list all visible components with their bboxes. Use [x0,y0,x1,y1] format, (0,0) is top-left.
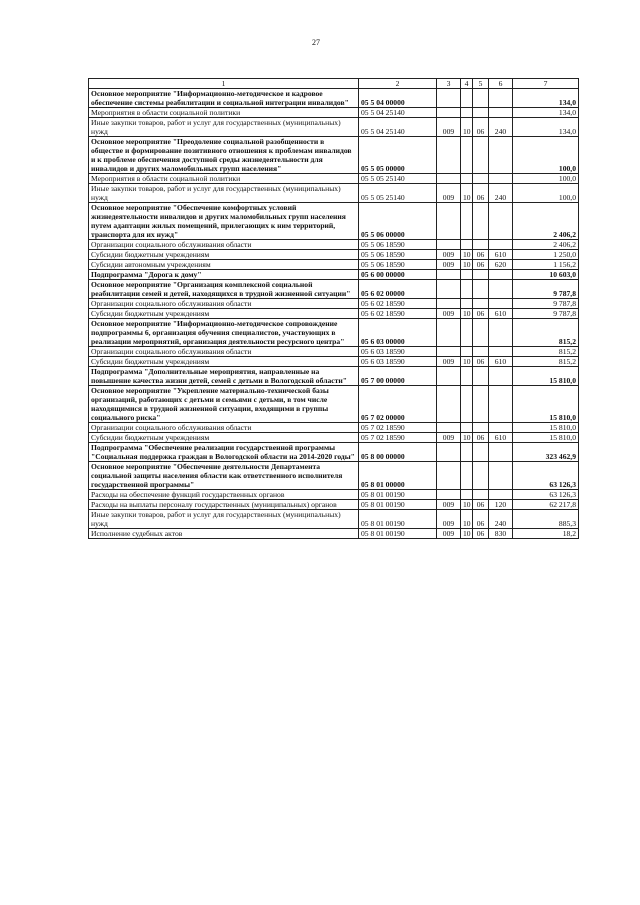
table-body [89,79,579,539]
amount-cell: 1 156,2 [513,260,579,270]
amount-cell: 1 250,0 [513,250,579,260]
table-row [89,510,579,529]
col3-cell: 009 [437,357,461,367]
col3-cell [437,270,461,280]
amount-cell: 2 406,2 [513,203,579,240]
col5-cell [473,367,489,386]
col4-cell [461,299,473,309]
col6-cell: 240 [489,184,513,203]
amount-cell: 63 126,3 [513,462,579,490]
col5-cell: 06 [473,357,489,367]
header-col-6: 6 [489,79,513,89]
col5-cell [473,490,489,500]
col6-cell [489,423,513,433]
col6-cell [489,174,513,184]
col4-cell [461,280,473,299]
col3-cell [437,462,461,490]
name-cell: Исполнение судебных актов [89,529,359,539]
col5-cell: 06 [473,260,489,270]
name-cell: Подпрограмма "Дорога к дому" [89,270,359,280]
col6-cell [489,462,513,490]
col6-cell: 610 [489,433,513,443]
col5-cell [473,386,489,423]
code-cell: 05 5 06 18590 [359,260,437,270]
table-row [89,319,579,347]
name-cell: Организации социального обслуживания области [89,423,359,433]
amount-cell: 10 603,0 [513,270,579,280]
col5-cell: 06 [473,433,489,443]
col5-cell [473,299,489,309]
header-col-3: 3 [437,79,461,89]
col6-cell: 240 [489,510,513,529]
name-cell: Субсидии бюджетным учреждениям [89,433,359,443]
name-cell: Основное мероприятие "Информационно-методическое и кадровое обеспечение системы реабилитации и социальной интеграции инвалидов" [89,89,359,108]
col4-cell [461,462,473,490]
amount-cell: 15 810,0 [513,367,579,386]
code-cell: 05 5 05 00000 [359,137,437,174]
col5-cell [473,108,489,118]
name-cell: Субсидии автономным учреждениям [89,260,359,270]
col4-cell [461,490,473,500]
table-row [89,108,579,118]
col4-cell: 10 [461,184,473,203]
code-cell: 05 5 04 25140 [359,108,437,118]
col5-cell: 06 [473,309,489,319]
table-row [89,529,579,539]
code-cell: 05 5 04 25140 [359,118,437,137]
col6-cell [489,443,513,462]
amount-cell: 100,0 [513,184,579,203]
name-cell: Организации социального обслуживания области [89,299,359,309]
code-cell: 05 5 06 18590 [359,250,437,260]
code-cell: 05 8 01 00190 [359,500,437,510]
col3-cell [437,490,461,500]
col6-cell [489,490,513,500]
col4-cell: 10 [461,357,473,367]
col6-cell [489,108,513,118]
amount-cell: 815,2 [513,357,579,367]
col5-cell [473,347,489,357]
col3-cell [437,443,461,462]
col3-cell: 009 [437,250,461,260]
code-cell: 05 6 03 18590 [359,357,437,367]
table-row [89,309,579,319]
code-cell: 05 6 02 18590 [359,299,437,309]
name-cell: Основное мероприятие "Обеспечение деятельности Департамента социальной защиты населения области как ответственного исполнителя государственной программы" [89,462,359,490]
code-cell: 05 7 02 18590 [359,433,437,443]
name-cell: Организации социального обслуживания области [89,240,359,250]
col5-cell [473,270,489,280]
table-row [89,270,579,280]
table-row [89,490,579,500]
col3-cell [437,367,461,386]
amount-cell: 15 810,0 [513,433,579,443]
name-cell: Иные закупки товаров, работ и услуг для государственных (муниципальных) нужд [89,184,359,203]
code-cell: 05 6 00 00000 [359,270,437,280]
col4-cell [461,443,473,462]
budget-table [88,78,579,539]
col3-cell: 009 [437,260,461,270]
code-cell: 05 8 01 00000 [359,462,437,490]
col6-cell [489,280,513,299]
table-row [89,118,579,137]
amount-cell: 134,0 [513,118,579,137]
table-row [89,367,579,386]
col5-cell [473,137,489,174]
table-row [89,357,579,367]
col5-cell: 06 [473,250,489,260]
name-cell: Субсидии бюджетным учреждениям [89,309,359,319]
code-cell: 05 6 03 00000 [359,319,437,347]
code-cell: 05 8 01 00190 [359,529,437,539]
amount-cell: 815,2 [513,347,579,357]
table-row [89,260,579,270]
col6-cell [489,270,513,280]
name-cell: Иные закупки товаров, работ и услуг для государственных (муниципальных) нужд [89,118,359,137]
amount-cell: 63 126,3 [513,490,579,500]
table-row [89,250,579,260]
col4-cell [461,367,473,386]
name-cell: Иные закупки товаров, работ и услуг для государственных (муниципальных) нужд [89,510,359,529]
col4-cell [461,203,473,240]
col4-cell: 10 [461,260,473,270]
col5-cell: 06 [473,510,489,529]
col4-cell: 10 [461,510,473,529]
col3-cell: 009 [437,510,461,529]
name-cell: Основное мероприятие "Укрепление материально-технической базы организаций, работающих с детьми и семьями с детьми, в том числе находящимися в трудной жизненной ситуации, входящими в группы социального риска" [89,386,359,423]
table-row [89,433,579,443]
col5-cell [473,240,489,250]
amount-cell: 9 787,8 [513,280,579,299]
page-number: 27 [312,38,320,47]
col5-cell [473,280,489,299]
code-cell: 05 6 02 18590 [359,309,437,319]
col5-cell [473,423,489,433]
code-cell: 05 5 05 25140 [359,174,437,184]
table-row [89,203,579,240]
amount-cell: 885,3 [513,510,579,529]
col6-cell: 120 [489,500,513,510]
amount-cell: 15 810,0 [513,386,579,423]
col4-cell: 10 [461,433,473,443]
code-cell: 05 5 04 00000 [359,89,437,108]
amount-cell: 100,0 [513,137,579,174]
col3-cell: 009 [437,309,461,319]
col5-cell: 06 [473,118,489,137]
col3-cell [437,299,461,309]
col4-cell [461,174,473,184]
table-header-row [89,79,579,89]
col6-cell: 240 [489,118,513,137]
code-cell: 05 5 05 25140 [359,184,437,203]
table-row [89,89,579,108]
col5-cell [473,89,489,108]
name-cell: Подпрограмма "Дополнительные мероприятия, направленные на повышение качества жизни детей, семей с детьми в Вологодской области" [89,367,359,386]
col6-cell [489,299,513,309]
code-cell: 05 8 01 00190 [359,490,437,500]
table-row [89,299,579,309]
header-col-1: 1 [89,79,359,89]
name-cell: Мероприятия в области социальной политики [89,174,359,184]
header-col-7: 7 [513,79,579,89]
table-row [89,443,579,462]
code-cell: 05 5 06 18590 [359,240,437,250]
col4-cell: 10 [461,309,473,319]
col4-cell: 10 [461,529,473,539]
col6-cell [489,203,513,240]
col5-cell: 06 [473,529,489,539]
name-cell: Основное мероприятие "Информационно-методическое сопровождение подпрограммы 6, организация обучения специалистов, участвующих в реализации мероприятий, организация деятельности ресурсного центра" [89,319,359,347]
col6-cell [489,319,513,347]
table-row [89,137,579,174]
code-cell: 05 6 02 00000 [359,280,437,299]
col3-cell [437,423,461,433]
col4-cell [461,386,473,423]
name-cell: Расходы на выплаты персоналу государственных (муниципальных) органов [89,500,359,510]
col5-cell [473,443,489,462]
amount-cell: 134,0 [513,89,579,108]
name-cell: Основное мероприятие "Преодоление социальной разобщенности в обществе и формирование позитивного отношения к проблемам инвалидов и к проблеме обеспечения доступной среды жизнедеятельности для инвалидов и других маломобильных групп населения" [89,137,359,174]
name-cell: Субсидии бюджетным учреждениям [89,357,359,367]
col3-cell: 009 [437,529,461,539]
col6-cell: 610 [489,309,513,319]
code-cell: 05 8 01 00190 [359,510,437,529]
col4-cell [461,319,473,347]
table-row [89,280,579,299]
col3-cell [437,319,461,347]
col5-cell [473,174,489,184]
code-cell: 05 5 06 00000 [359,203,437,240]
amount-cell: 100,0 [513,174,579,184]
col4-cell [461,108,473,118]
col3-cell [437,137,461,174]
col6-cell: 620 [489,260,513,270]
col3-cell [437,280,461,299]
amount-cell: 15 810,0 [513,423,579,433]
col3-cell [437,174,461,184]
col4-cell [461,270,473,280]
col4-cell: 10 [461,500,473,510]
col6-cell [489,347,513,357]
col4-cell [461,240,473,250]
code-cell: 05 7 02 00000 [359,386,437,423]
col3-cell [437,386,461,423]
code-cell: 05 6 03 18590 [359,347,437,357]
col6-cell [489,240,513,250]
code-cell: 05 7 02 18590 [359,423,437,433]
col4-cell: 10 [461,250,473,260]
amount-cell: 9 787,8 [513,309,579,319]
col5-cell [473,203,489,240]
header-col-5: 5 [473,79,489,89]
table-row [89,240,579,250]
table-row [89,386,579,423]
amount-cell: 62 217,8 [513,500,579,510]
col3-cell [437,240,461,250]
name-cell: Мероприятия в области социальной политики [89,108,359,118]
col6-cell [489,89,513,108]
table-row [89,462,579,490]
col3-cell [437,203,461,240]
amount-cell: 9 787,8 [513,299,579,309]
col6-cell [489,137,513,174]
col6-cell [489,367,513,386]
col4-cell [461,423,473,433]
col4-cell [461,137,473,174]
col4-cell: 10 [461,118,473,137]
amount-cell: 2 406,2 [513,240,579,250]
table-row [89,174,579,184]
col5-cell [473,319,489,347]
col4-cell [461,89,473,108]
name-cell: Субсидии бюджетным учреждениям [89,250,359,260]
col3-cell: 009 [437,118,461,137]
col5-cell [473,462,489,490]
name-cell: Организации социального обслуживания области [89,347,359,357]
header-col-4: 4 [461,79,473,89]
name-cell: Подпрограмма "Обеспечение реализации государственной программы "Социальная поддержка граждан в Вологодской области на 2014-2020 годы" [89,443,359,462]
col3-cell: 009 [437,433,461,443]
name-cell: Основное мероприятие "Обеспечение комфортных условий жизнедеятельности инвалидов и других маломобильных групп населения путем адаптации жилых помещений, прилегающих к ним территорий, транспорта для их нужд" [89,203,359,240]
col3-cell [437,89,461,108]
amount-cell: 18,2 [513,529,579,539]
col5-cell: 06 [473,184,489,203]
col6-cell: 610 [489,250,513,260]
table-row [89,347,579,357]
col3-cell [437,347,461,357]
amount-cell: 815,2 [513,319,579,347]
name-cell: Расходы на обеспечение функций государственных органов [89,490,359,500]
col4-cell [461,347,473,357]
col6-cell [489,386,513,423]
code-cell: 05 8 00 00000 [359,443,437,462]
col6-cell: 830 [489,529,513,539]
table-row [89,184,579,203]
amount-cell: 323 462,9 [513,443,579,462]
table-row [89,500,579,510]
table-row [89,423,579,433]
col6-cell: 610 [489,357,513,367]
col3-cell: 009 [437,184,461,203]
name-cell: Основное мероприятие "Организация комплексной социальной реабилитации семей и детей, находящихся в трудной жизненной ситуации" [89,280,359,299]
amount-cell: 134,0 [513,108,579,118]
col3-cell: 009 [437,500,461,510]
col5-cell: 06 [473,500,489,510]
code-cell: 05 7 00 00000 [359,367,437,386]
header-col-2: 2 [359,79,437,89]
col3-cell [437,108,461,118]
